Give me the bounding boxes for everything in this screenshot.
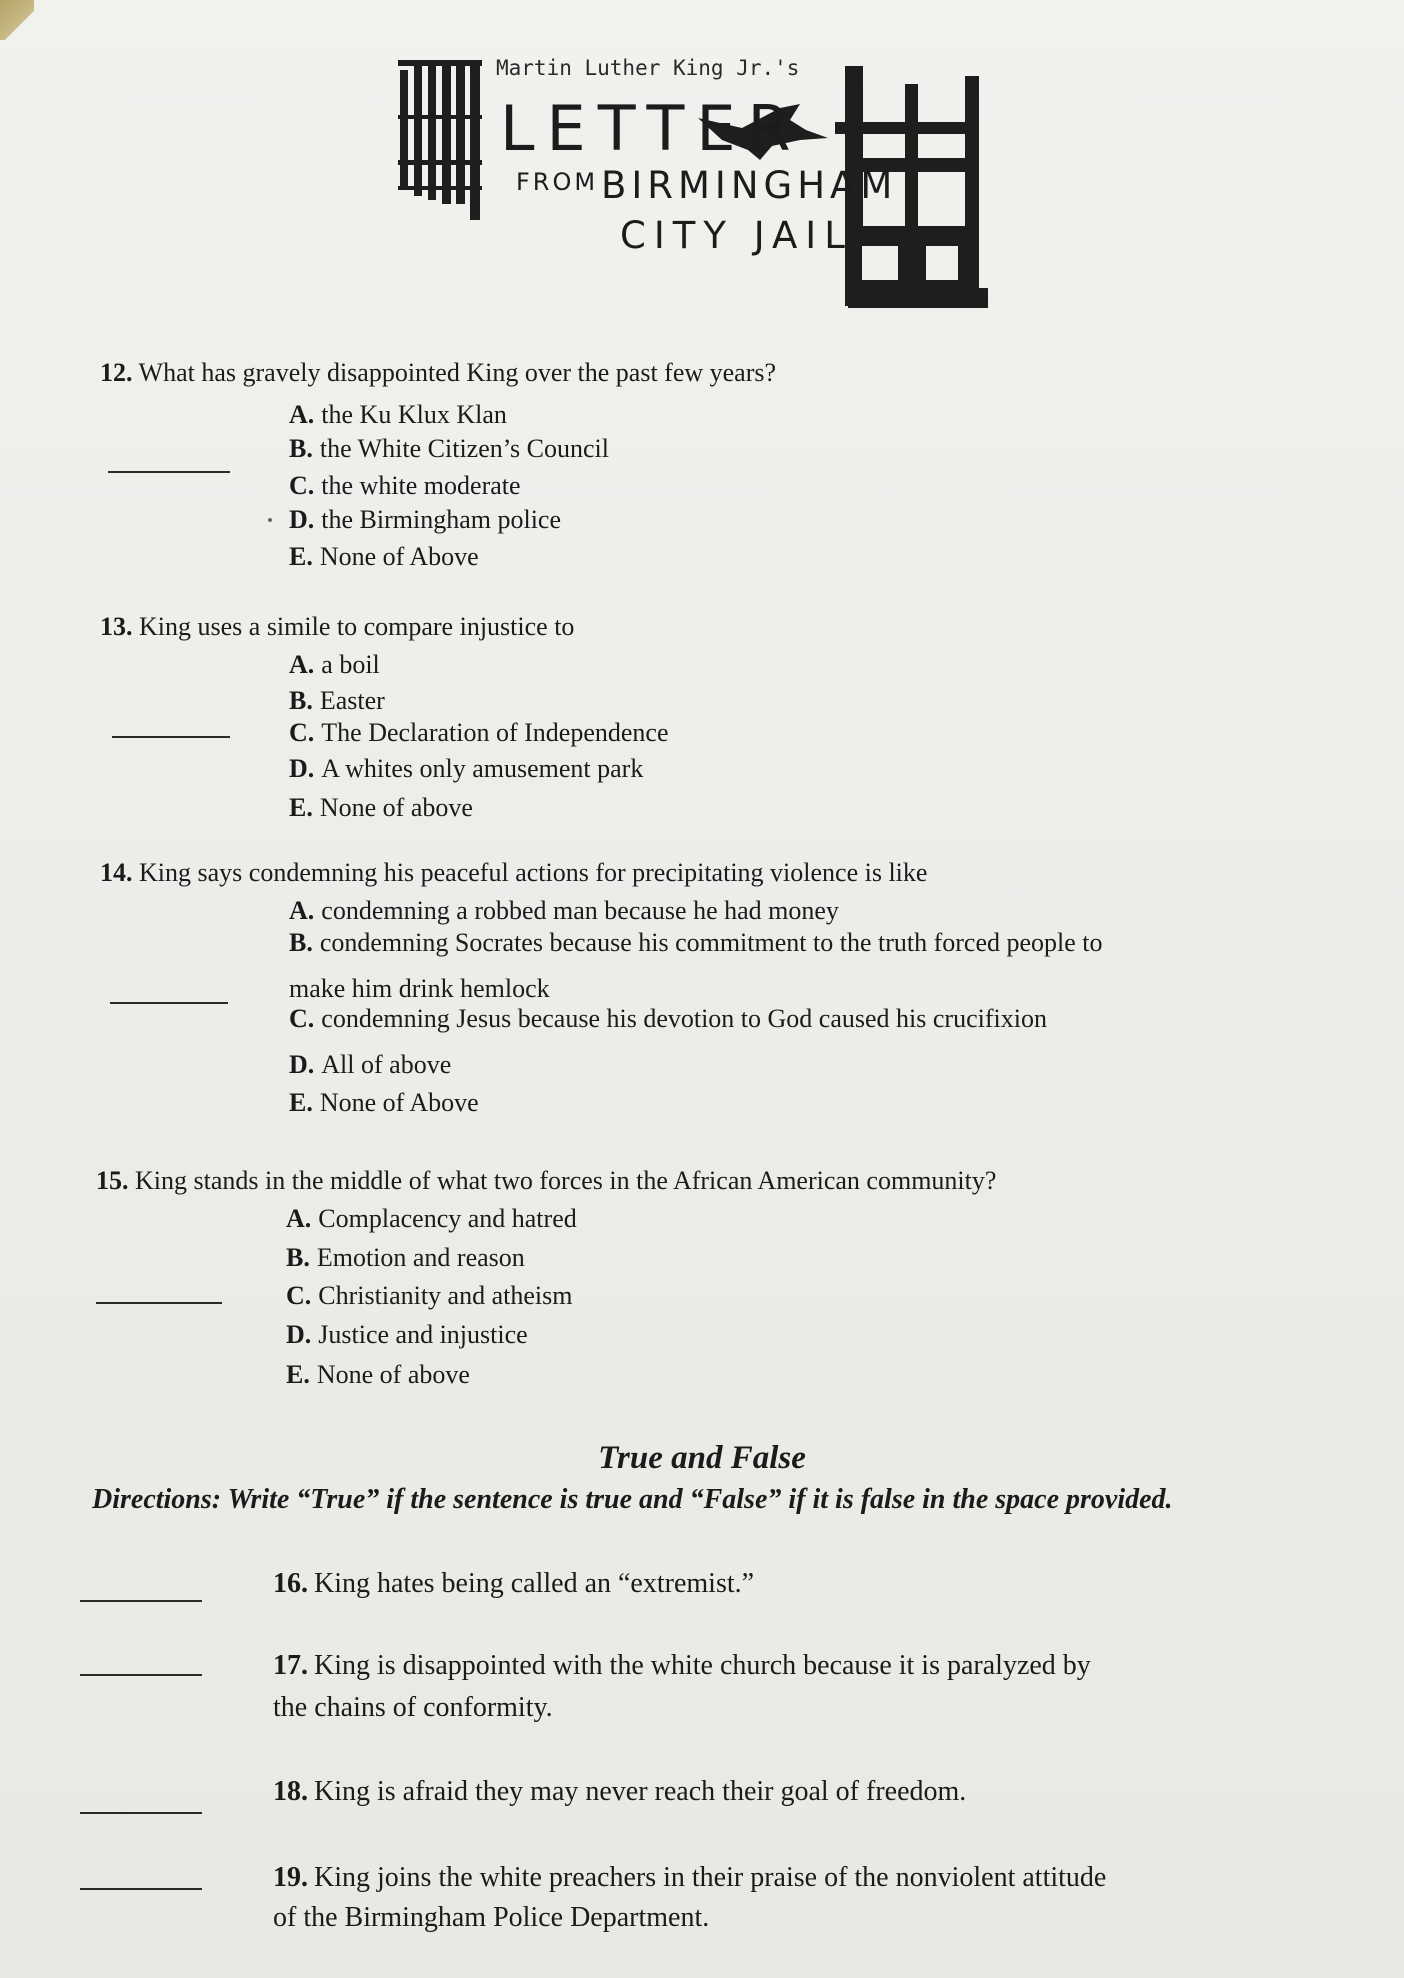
option-letter: D. [289,505,315,534]
answer-blank-18[interactable] [80,1812,202,1814]
option-letter: A. [289,650,315,679]
tf-item-18 [273,1772,966,1812]
item-text: King is disappointed with the white church because it is paralyzed by [314,1650,1091,1681]
stray-mark [268,518,272,522]
option-14d [289,1050,451,1080]
answer-blank-13[interactable] [112,736,230,738]
option-letter: A. [289,400,315,429]
option-text: condemning a robbed man because he had money [321,896,839,925]
tf-item-19-continued [273,1898,709,1938]
option-13c [289,718,669,748]
question-number: 15. [96,1166,129,1195]
option-text: Justice and injustice [318,1320,528,1349]
item-text: King hates being called an “extremist.” [314,1568,755,1599]
option-text: make him drink hemlock [289,974,550,1003]
option-letter: B. [289,686,313,715]
option-text: a boil [321,650,380,679]
option-12a [289,400,507,430]
option-15a [286,1204,577,1234]
item-text: King joins the white preachers in their praise of the nonviolent attitude [314,1862,1107,1893]
option-15c [286,1281,572,1311]
tf-item-17-continued [273,1688,553,1728]
option-14b [289,928,1103,958]
item-text: King is afraid they may never reach their goal of freedom. [314,1776,967,1807]
option-15e [286,1360,470,1390]
option-letter: D. [289,754,315,783]
answer-blank-12[interactable] [108,471,230,473]
logo-birmingham: BIRMINGHAM [601,164,898,207]
option-text: None of above [319,793,473,822]
option-14e [289,1088,479,1118]
option-13d [289,754,643,784]
tf-item-19 [273,1858,1106,1898]
option-letter: D. [289,1050,315,1079]
question-12 [100,358,776,388]
option-13b [289,686,385,716]
option-14a [289,896,839,926]
question-text: King uses a simile to compare injustice to [139,612,575,641]
question-14 [100,858,927,888]
tf-item-16 [273,1564,754,1604]
option-letter: B. [289,434,313,463]
question-13 [100,612,574,642]
option-letter: E. [289,542,313,571]
option-12c [289,471,521,501]
option-letter: A. [286,1204,312,1233]
item-text: of the Birmingham Police Department. [273,1902,710,1933]
option-text: Complacency and hatred [318,1204,577,1233]
item-number: 18. [273,1776,308,1807]
option-text: the Birmingham police [321,505,562,534]
logo-city-jail: CITY JAIL [620,214,853,257]
option-text: All of above [321,1050,452,1079]
option-12e [289,542,479,572]
option-15b [286,1243,525,1273]
question-text: King says condemning his peaceful actions for precipitating violence is like [139,858,928,887]
answer-blank-19[interactable] [80,1888,202,1890]
answer-blank-15[interactable] [96,1302,222,1304]
option-letter: B. [289,928,313,957]
option-13e [289,793,473,823]
option-text: condemning Jesus because his devotion to God caused his crucifixion [321,1004,1047,1033]
option-15d [286,1320,528,1350]
option-text: None of Above [319,542,479,571]
option-letter: C. [289,471,315,500]
logo-from: FROM [516,168,599,196]
logo-title: LETTER [500,92,803,165]
item-text: the chains of conformity. [273,1692,553,1723]
jail-bars-left [398,60,482,220]
item-number: 19. [273,1862,308,1893]
option-letter: C. [289,718,315,747]
option-text: The Declaration of Independence [321,718,669,747]
option-text: None of Above [319,1088,479,1117]
section-title: True and False [598,1440,806,1476]
answer-blank-14[interactable] [110,1002,228,1004]
option-text: A whites only amusement park [321,754,644,783]
option-text: None of above [316,1360,470,1389]
question-text: What has gravely disappointed King over the past few years? [138,358,777,387]
option-letter: B. [286,1243,310,1272]
option-text: the Ku Klux Klan [321,400,507,429]
question-number: 13. [100,612,133,641]
option-letter: A. [289,896,315,925]
option-text: Emotion and reason [316,1243,525,1272]
question-text: King stands in the middle of what two forces in the African American community? [135,1166,997,1195]
question-number: 14. [100,858,133,887]
tf-item-17 [273,1646,1091,1686]
logo-subtitle: Martin Luther King Jr.'s [496,56,800,80]
option-12d [289,505,561,535]
item-number: 16. [273,1568,308,1599]
item-number: 17. [273,1650,308,1681]
option-letter: C. [286,1281,312,1310]
option-letter: E. [289,793,313,822]
option-text: Christianity and atheism [318,1281,573,1310]
answer-blank-16[interactable] [80,1600,202,1602]
letter-logo [0,0,1404,330]
answer-blank-17[interactable] [80,1674,202,1676]
option-letter: E. [289,1088,313,1117]
option-14b-continued [289,974,550,1004]
question-number: 12. [100,358,133,387]
question-15 [96,1166,996,1196]
option-13a [289,650,380,680]
option-text: Easter [319,686,385,715]
directions-text: Directions: Write “True” if the sentence is true and “False” if it is false in the space provided. [92,1484,1173,1515]
option-12b [289,434,609,464]
option-14c [289,1004,1047,1034]
option-letter: E. [286,1360,310,1389]
option-letter: C. [289,1004,315,1033]
option-text: the White Citizen’s Council [319,434,609,463]
option-text: the white moderate [321,471,521,500]
option-letter: D. [286,1320,312,1349]
option-text: condemning Socrates because his commitment to the truth forced people to [319,928,1103,957]
